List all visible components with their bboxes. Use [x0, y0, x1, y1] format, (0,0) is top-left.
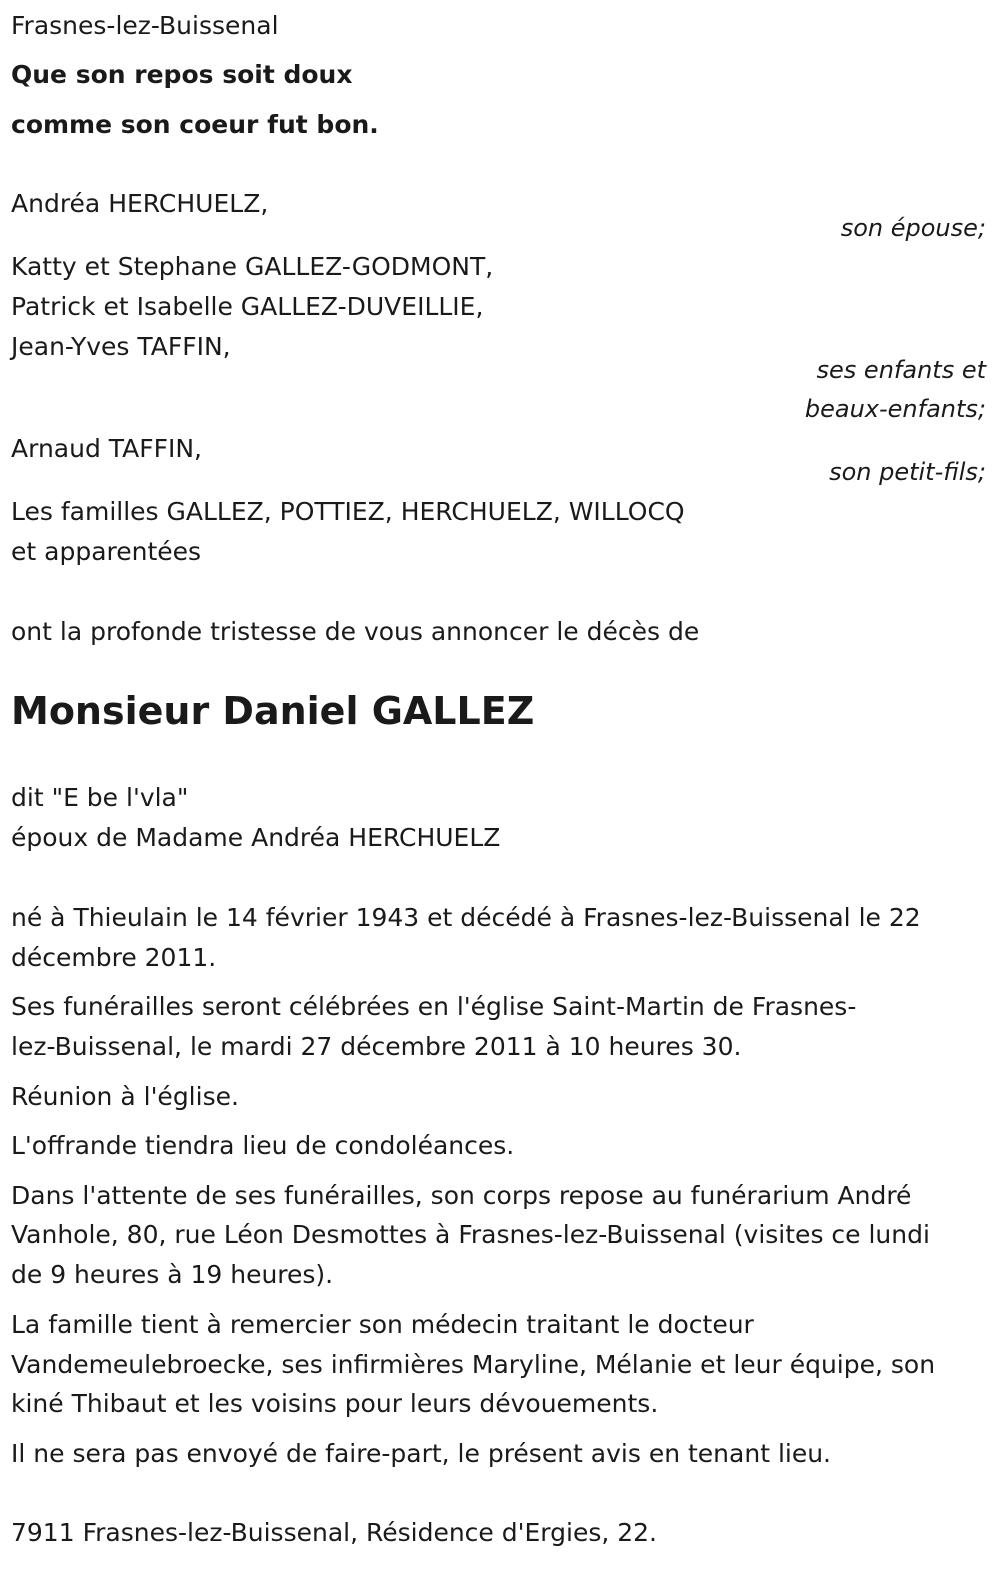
deceased-name: Monsieur Daniel GALLEZ — [11, 689, 535, 733]
grandson-role: son petit-fils; — [829, 458, 986, 486]
rest-line-2: Vanhole, 80, rue Léon Desmottes à Frasnes-lez-Buissenal (visites ce lundi — [11, 1220, 930, 1249]
deceased-spouse-of: époux de Madame Andréa HERCHUELZ — [11, 823, 501, 852]
rest-line-3: de 9 heures à 19 heures). — [11, 1260, 334, 1289]
thanks-line-3: kiné Thibaut et les voisins pour leurs dévouements. — [11, 1389, 659, 1418]
offering-text: L'offrande tiendra lieu de condoléances. — [11, 1131, 515, 1160]
children-role-line-1: ses enfants et — [816, 356, 986, 384]
notice-text: Il ne sera pas envoyé de faire-part, le présent avis en tenant lieu. — [11, 1439, 832, 1468]
child-1: Katty et Stephane GALLEZ-GODMONT, — [11, 252, 494, 281]
funeral-line-1: Ses funérailles seront célébrées en l'église Saint-Martin de Frasnes- — [11, 992, 857, 1021]
birth-death-line-1: né à Thieulain le 14 février 1943 et décédé à Frasnes-lez-Buissenal le 22 — [11, 903, 921, 932]
rest-line-1: Dans l'attente de ses funérailles, son corps repose au funérarium André — [11, 1181, 912, 1210]
spouse-name: Andréa HERCHUELZ, — [11, 189, 269, 218]
motto-line-2: comme son coeur fut bon. — [11, 110, 379, 139]
motto-line-1: Que son repos soit doux — [11, 60, 353, 89]
birth-death-line-2: décembre 2011. — [11, 943, 217, 972]
meeting-text: Réunion à l'église. — [11, 1082, 239, 1111]
deceased-nickname: dit "E be l'vla" — [11, 783, 189, 812]
child-3: Jean-Yves TAFFIN, — [11, 332, 231, 361]
families-line-2: et apparentées — [11, 537, 202, 566]
families-line-1: Les familles GALLEZ, POTTIEZ, HERCHUELZ, WILLOCQ — [11, 497, 685, 526]
funeral-line-2: lez-Buissenal, le mardi 27 décembre 2011 à 10 heures 30. — [11, 1032, 742, 1061]
header-town: Frasnes-lez-Buissenal — [11, 11, 279, 40]
children-role-line-2: beaux-enfants; — [804, 395, 986, 423]
address: 7911 Frasnes-lez-Buissenal, Résidence d'Ergies, 22. — [11, 1518, 657, 1547]
spouse-role: son épouse; — [840, 214, 986, 242]
child-2: Patrick et Isabelle GALLEZ-DUVEILLIE, — [11, 292, 484, 321]
thanks-line-1: La famille tient à remercier son médecin traitant le docteur — [11, 1310, 754, 1339]
thanks-line-2: Vandemeulebroecke, ses infirmières Maryline, Mélanie et leur équipe, son — [11, 1350, 936, 1379]
announcement: ont la profonde tristesse de vous annoncer le décès de — [11, 617, 700, 646]
grandson-name: Arnaud TAFFIN, — [11, 434, 202, 463]
